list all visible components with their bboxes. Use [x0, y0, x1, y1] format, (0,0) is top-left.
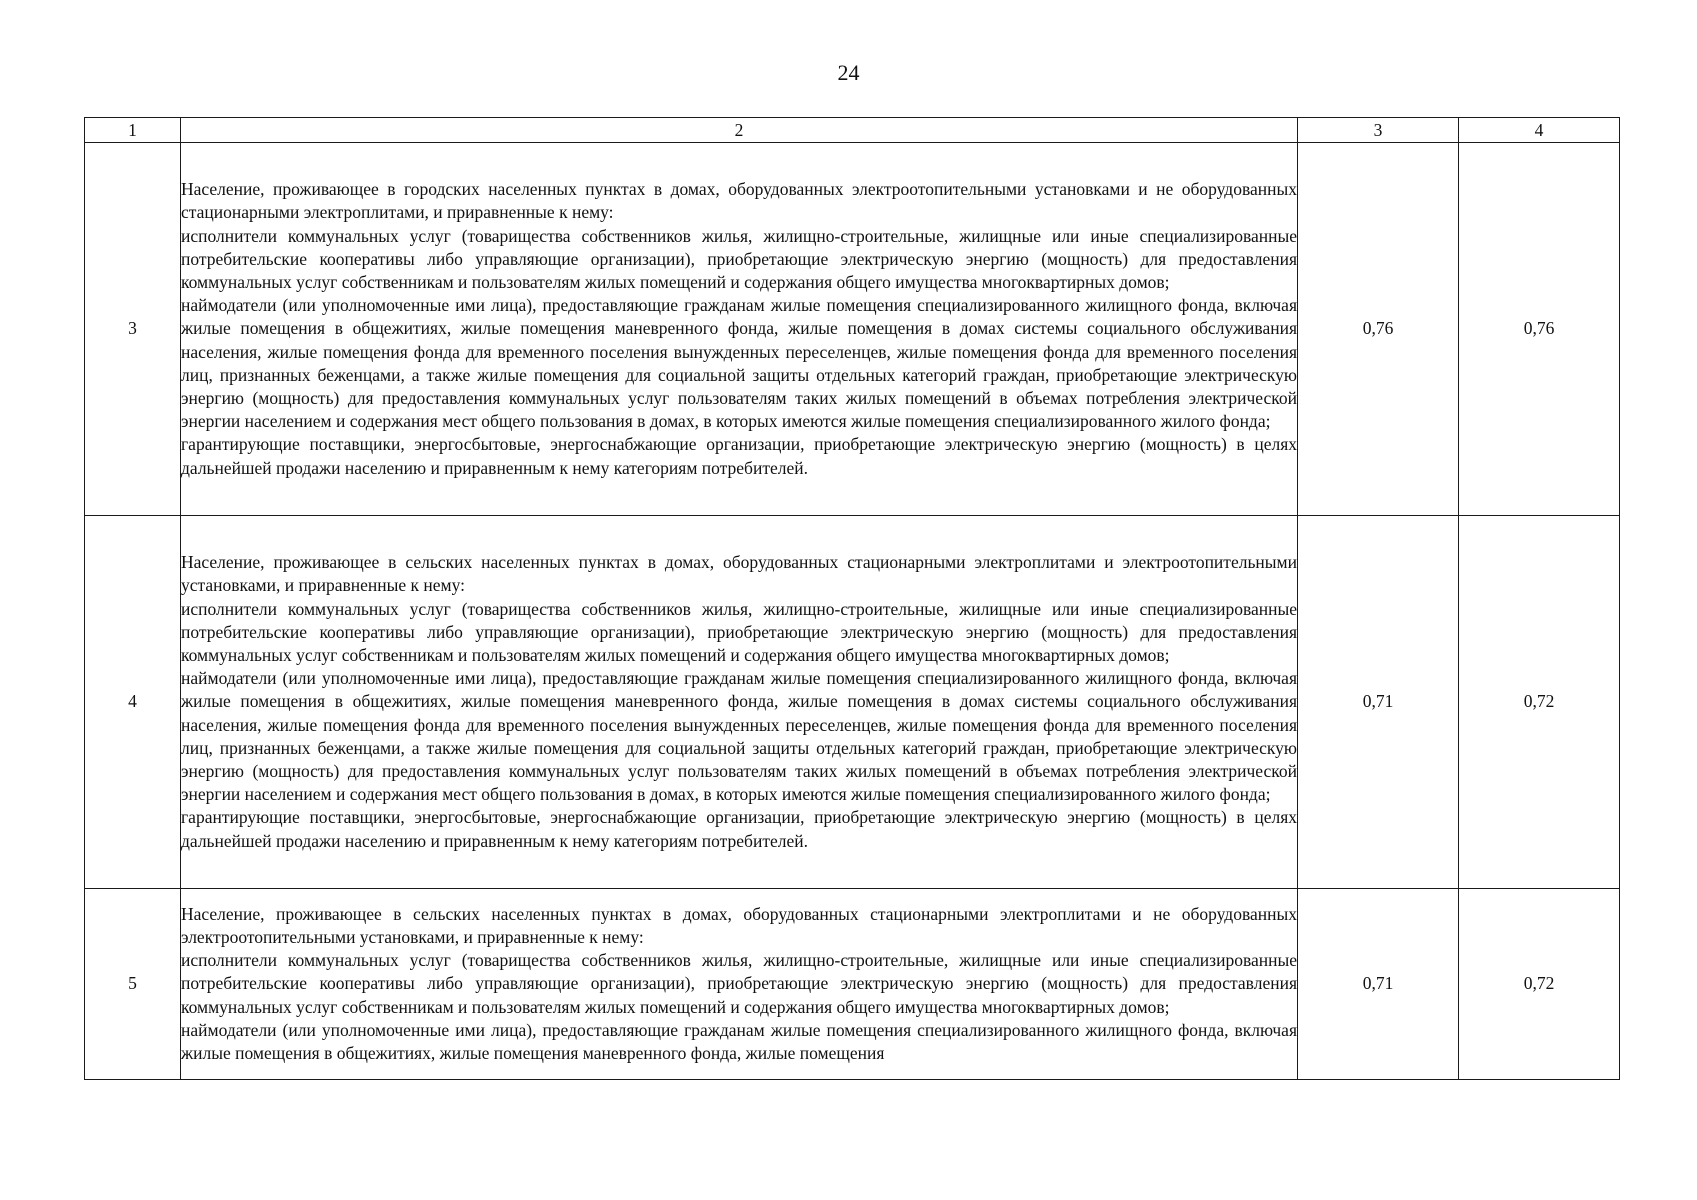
- description-clip: [181, 903, 1297, 1065]
- value-col-3: 0,71: [1298, 889, 1459, 1080]
- header-col-1: 1: [85, 118, 181, 143]
- header-col-4: 4: [1459, 118, 1620, 143]
- table-header-row: [85, 118, 1620, 143]
- description-paragraph: Население, проживающее в сельских населенных пунктах в домах, оборудованных стационарными электроплитами и электроотопительными установками, и приравненные к нему:: [181, 552, 1297, 596]
- header-col-3: 3: [1298, 118, 1459, 143]
- row-description: [181, 516, 1298, 889]
- description-paragraph: наймодатели (или уполномоченные ими лица), предоставляющие гражданам жилые помещения специализированного жилищного фонда, включая жилые помещения в общежитиях, жилые помещения маневренного фонда, жилые помещения в домах системы социального обслуживания населения, жилые помещения фонда для временного поселения вынужденных переселенцев, жилые помещения фонда для временного поселения лиц, признанных беженцами, а также жилые помещения для социальной защиты отдельных категорий граждан, приобретающие электрическую энергию (мощность) для предоставления коммунальных услуг пользователям таких жилых помещений в объемах потребления электрической энергии населением и содержания мест общего пользования в домах, в которых имеются жилые помещения специализированного жилого фонда;: [181, 668, 1297, 805]
- description-paragraph: гарантирующие поставщики, энергосбытовые, энергоснабжающие организации, приобретающие электрическую энергию (мощность) в целях дальнейшей продажи населению и приравненным к нему категориям потребителей.: [181, 434, 1297, 478]
- value-col-4: 0,76: [1459, 143, 1620, 516]
- value-col-3: 0,76: [1298, 143, 1459, 516]
- row-description: [181, 143, 1298, 516]
- table-row: [85, 516, 1620, 889]
- page-number: 24: [837, 60, 860, 85]
- description-paragraph: гарантирующие поставщики, энергосбытовые, энергоснабжающие организации, приобретающие электрическую энергию (мощность) в целях дальнейшей продажи населению и приравненным к нему категориям потребителей.: [181, 807, 1297, 851]
- table-row: [85, 143, 1620, 516]
- header-col-2: 2: [181, 118, 1298, 143]
- description-paragraph: исполнители коммунальных услуг (товарищества собственников жилья, жилищно-строительные, жилищные или иные специализированные потребительские кооперативы либо управляющие организации), приобретающие электрическую энергию (мощность) для предоставления коммунальных услуг собственникам и пользователям жилых помещений и содержания общего имущества многоквартирных домов;: [181, 950, 1297, 1017]
- description-paragraph: наймодатели (или уполномоченные ими лица), предоставляющие гражданам жилые помещения специализированного жилищного фонда, включая жилые помещения в общежитиях, жилые помещения маневренного фонда, жилые помещения в домах системы социального обслуживания населения, жилые помещения фонда для временного поселения вынужденных переселенцев, жилые помещения фонда для временного поселения лиц, признанных беженцами, а также жилые помещения для социальной защиты отдельных категорий граждан, приобретающие электрическую энергию (мощность) для предоставления коммунальных услуг пользователям таких жилых помещений в объемах потребления электрической энергии населением и содержания мест общего пользования в домах, в которых имеются жилые помещения специализированного жилого фонда;: [181, 295, 1297, 432]
- row-description: [181, 889, 1298, 1080]
- value-col-4: 0,72: [1459, 516, 1620, 889]
- row-number: 3: [85, 143, 181, 516]
- description-paragraph: исполнители коммунальных услуг (товарищества собственников жилья, жилищно-строительные, жилищные или иные специализированные потребительские кооперативы либо управляющие организации), приобретающие электрическую энергию (мощность) для предоставления коммунальных услуг собственникам и пользователям жилых помещений и содержания общего имущества многоквартирных домов;: [181, 598, 1297, 665]
- description-paragraph: наймодатели (или уполномоченные ими лица), предоставляющие гражданам жилые помещения специализированного жилищного фонда, включая жилые помещения в общежитиях, жилые помещения маневренного фонда, жилые помещения: [181, 1019, 1297, 1063]
- value-col-4: 0,72: [1459, 889, 1620, 1080]
- description-paragraph: Население, проживающее в сельских населенных пунктах в домах, оборудованных стационарными электроплитами и не оборудованных электроотопительными установками, и приравненные к нему:: [181, 903, 1297, 947]
- tariff-table: [84, 117, 1620, 1080]
- value-col-3: 0,71: [1298, 516, 1459, 889]
- row-number: 4: [85, 516, 181, 889]
- row-number: 5: [85, 889, 181, 1080]
- table-row: [85, 889, 1620, 1080]
- description-paragraph: Население, проживающее в городских населенных пунктах в домах, оборудованных электроотопительными установками и не оборудованных стационарными электроплитами, и приравненные к нему:: [181, 179, 1297, 223]
- description-paragraph: исполнители коммунальных услуг (товарищества собственников жилья, жилищно-строительные, жилищные или иные специализированные потребительские кооперативы либо управляющие организации), приобретающие электрическую энергию (мощность) для предоставления коммунальных услуг собственникам и пользователям жилых помещений и содержания общего имущества многоквартирных домов;: [181, 225, 1297, 292]
